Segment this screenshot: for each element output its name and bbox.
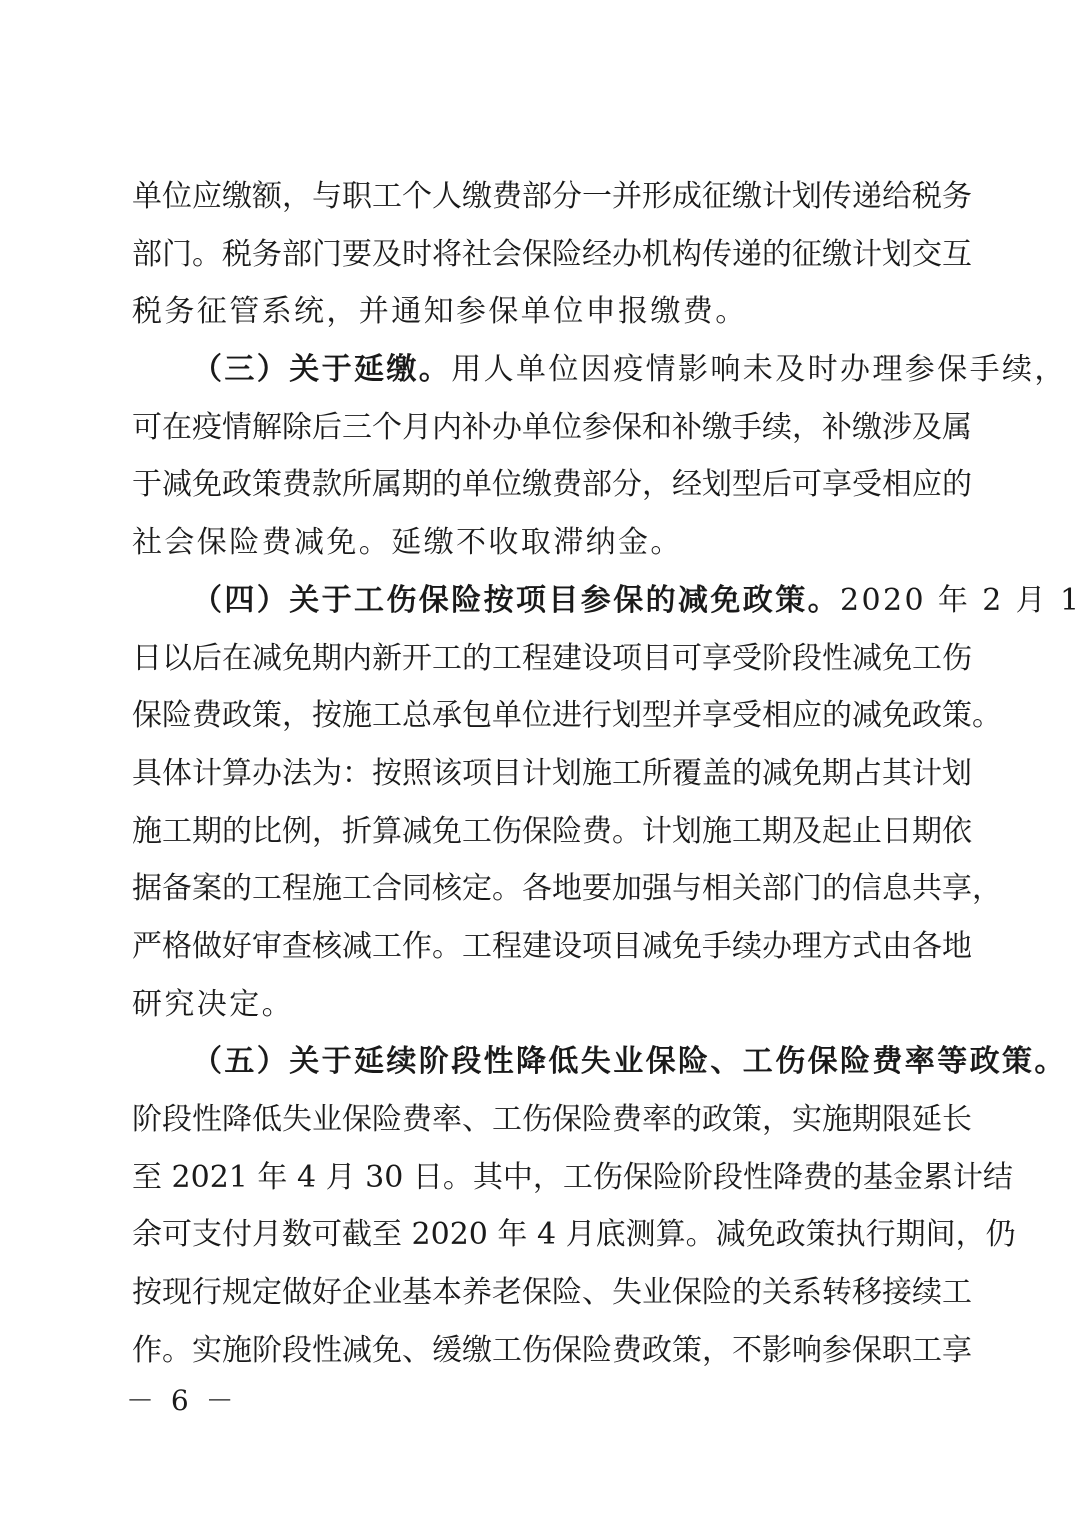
line-text: 施工期的比例，折算减免工伤保险费。计划施工期及起止日期依 bbox=[132, 813, 972, 849]
paragraph-line bbox=[132, 803, 972, 861]
line-text: 按现行规定做好企业基本养老保险、失业保险的关系转移接续工 bbox=[132, 1275, 972, 1311]
line-text: 用人单位因疫情影响未及时办理参保手续， bbox=[451, 352, 1067, 388]
paragraph-line bbox=[132, 1091, 972, 1149]
paragraph-line bbox=[132, 283, 950, 341]
paragraph-line bbox=[132, 976, 950, 1034]
line-text: 单位应缴额，与职工个人缴费部分一并形成征缴计划传递给税务 bbox=[132, 179, 972, 214]
page-number: － 6 － bbox=[126, 1384, 238, 1417]
line-text: 可在疫情解除后三个月内补办单位参保和补缴手续，补缴涉及属 bbox=[132, 409, 972, 445]
line-text: 阶段性降低失业保险费率、工伤保险费率的政策，实施期限延长 bbox=[132, 1102, 972, 1137]
line-text: 于减免政策费款所属期的单位缴费部分，经划型后可享受相应的 bbox=[132, 467, 972, 503]
paragraph-line bbox=[132, 514, 950, 572]
paragraph-line bbox=[132, 687, 1002, 745]
line-text: 保险费政策，按施工总承包单位进行划型并享受相应的减免政策。 bbox=[132, 698, 1002, 734]
section-heading-line bbox=[132, 341, 1067, 399]
line-text: 部门。税务部门要及时将社会保险经办机构传递的征缴计划交互 bbox=[132, 236, 972, 272]
paragraph-line bbox=[132, 745, 972, 803]
paragraph-line bbox=[132, 226, 972, 284]
line-text: 余可支付月数可截至 2020 年 4 月底测算。减免政策执行期间，仍 bbox=[132, 1217, 1016, 1253]
paragraph-line bbox=[132, 630, 972, 688]
section-heading-3: （三）关于延缴。 bbox=[192, 352, 452, 388]
line-text: 2020 年 2 月 1 bbox=[840, 582, 1081, 618]
paragraph-line bbox=[132, 1206, 1016, 1264]
paragraph-line bbox=[132, 1264, 972, 1322]
line-text: 日以后在减免期内新开工的工程建设项目可享受阶段性减免工伤 bbox=[132, 640, 972, 676]
line-text: 至 2021 年 4 月 30 日。其中，工伤保险阶段性降费的基金累计结 bbox=[132, 1159, 1013, 1195]
line-text: 税务征管系统，并通知参保单位申报缴费。 bbox=[132, 294, 748, 330]
line-text: 严格做好审查核减工作。工程建设项目减免手续办理方式由各地 bbox=[132, 928, 972, 964]
paragraph-line bbox=[132, 1149, 1013, 1207]
line-text: 研究决定。 bbox=[132, 986, 294, 1022]
line-text: 具体计算办法为：按照该项目计划施工所覆盖的减免期占其计划 bbox=[132, 755, 972, 791]
paragraph-line bbox=[132, 456, 972, 514]
paragraph-line bbox=[132, 168, 972, 226]
line-text: 据备案的工程施工合同核定。各地要加强与相关部门的信息共享， bbox=[132, 871, 1002, 907]
paragraph-line bbox=[132, 399, 972, 457]
line-text: 社会保险费减免。延缴不收取滞纳金。 bbox=[132, 525, 683, 561]
body-text bbox=[132, 168, 1081, 1379]
section-heading-line bbox=[132, 1033, 1067, 1091]
paragraph-line bbox=[132, 918, 972, 976]
section-heading-line bbox=[132, 572, 1081, 630]
line-text: 作。实施阶段性减免、缓缴工伤保险费政策，不影响参保职工享 bbox=[132, 1332, 972, 1368]
section-heading-4: （四）关于工伤保险按项目参保的减免政策。 bbox=[192, 582, 840, 618]
section-heading-5: （五）关于延续阶段性降低失业保险、工伤保险费率等政策。 bbox=[192, 1044, 1067, 1080]
paragraph-line bbox=[132, 860, 1002, 918]
paragraph-line bbox=[132, 1322, 972, 1380]
